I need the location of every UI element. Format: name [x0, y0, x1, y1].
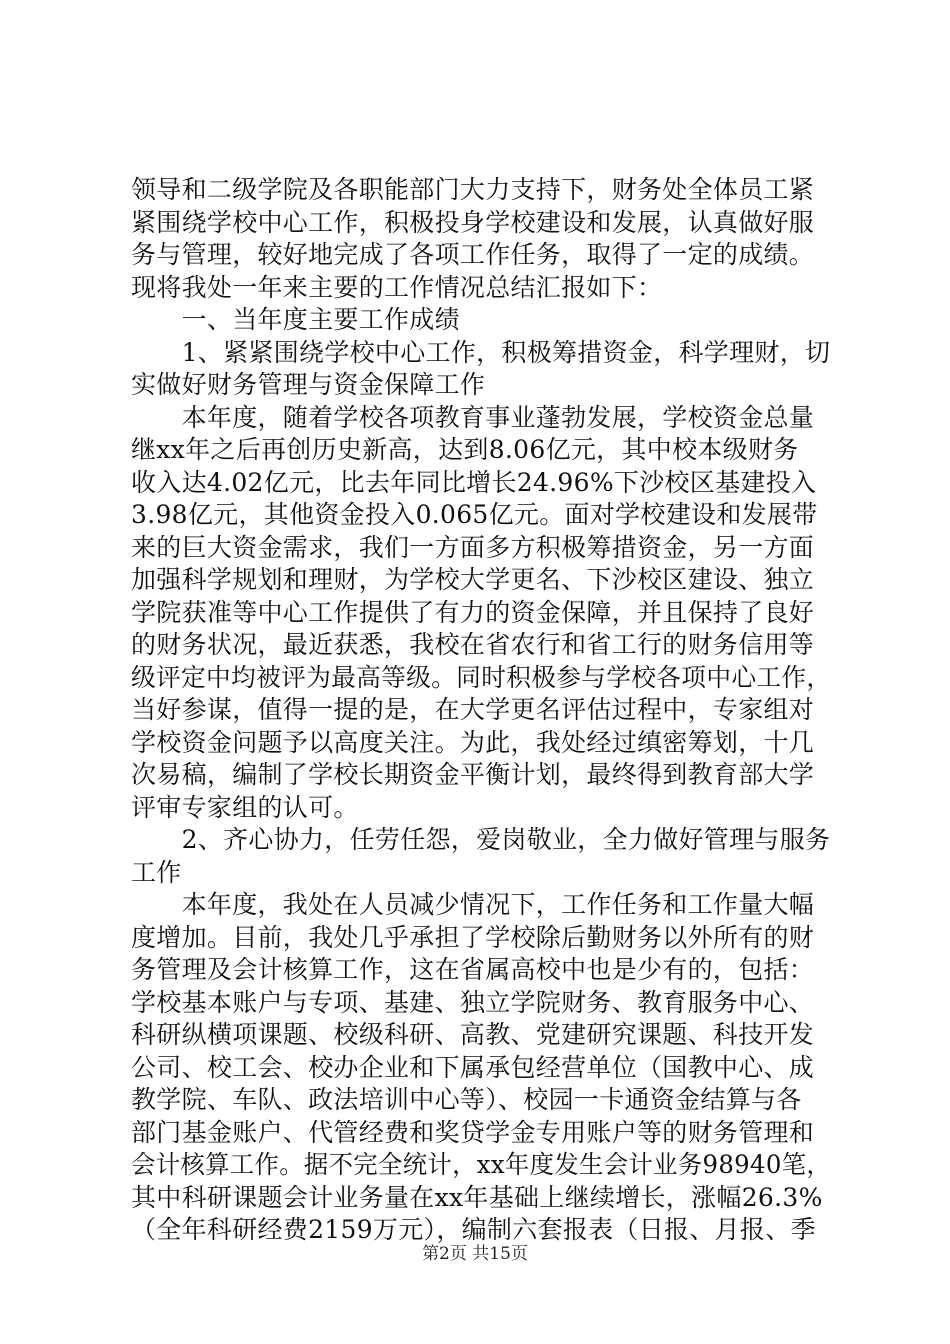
text-line: 其中科研课题会计业务量在xx年基础上继续增长，涨幅26.3% [131, 1182, 823, 1212]
text-line: 继xx年之后再创历史新高，达到8.06亿元，其中校本级财务 [131, 435, 799, 464]
text-line: 现将我处一年来主要的工作情况总结汇报如下： [131, 272, 663, 302]
document-body [131, 174, 831, 1247]
text-line: 实做好财务管理与资金保障工作 [131, 370, 486, 399]
text-line: 级评定中均被评为最高等级。同时积极参与学校各项中心工作， [131, 662, 832, 692]
text-line: 度增加。目前，我处几乎承担了学校除后勤财务以外所有的财 [131, 922, 815, 952]
text-line: 本年度，随着学校各项教育事业蓬勃发展，学校资金总量 [131, 402, 815, 432]
text-line: 科研纵横项课题、校级科研、高教、党建研究课题、科技开发 [131, 1020, 815, 1049]
text-line: 务管理及会计核算工作，这在省属高校中也是少有的，包括： [131, 955, 815, 984]
text-line: 收入达4.02亿元，比去年同比增长24.96%下沙校区基建投入 [131, 467, 817, 497]
text-line: 领导和二级学院及各职能部门大力支持下，财务处全体员工紧 [131, 175, 815, 204]
text-line: 次易稿，编制了学校长期资金平衡计划，最终得到教育部大学 [131, 760, 815, 789]
text-line: 当好参谋，值得一提的是，在大学更名评估过程中，专家组对 [131, 695, 815, 724]
text-line: 评审专家组的认可。 [131, 792, 359, 822]
text-line: 本年度，我处在人员减少情况下，工作任务和工作量大幅 [131, 890, 815, 919]
text-line: 部门基金账户、代管经费和奖贷学金专用账户等的财务管理和 [131, 1117, 815, 1147]
text-line: 紧围绕学校中心工作，积极投身学校建设和发展，认真做好服 [131, 207, 815, 237]
text-line: 务与管理，较好地完成了各项工作任务，取得了一定的成绩。 [131, 240, 815, 269]
text-line: 的财务状况，最近获悉，我校在省农行和省工行的财务信用等 [131, 630, 815, 659]
text-line: 来的巨大资金需求，我们一方面多方积极筹措资金，另一方面 [131, 532, 815, 562]
text-line: 2、齐心协力，任劳任怨，爱岗敬业，全力做好管理与服务 [131, 825, 831, 854]
text-line: （全年科研经费2159万元），编制六套报表（日报、月报、季 [131, 1215, 816, 1244]
text-line: 工作 [131, 857, 182, 887]
text-line: 学校资金问题予以高度关注。为此，我处经过缜密筹划，十几 [131, 727, 815, 757]
text-line: 加强科学规划和理财，为学校大学更名、下沙校区建设、独立 [131, 565, 815, 594]
text-line: 一、当年度主要工作成绩 [131, 305, 460, 334]
page-footer: 第2页 共15页 [422, 1244, 528, 1264]
text-line: 3.98亿元，其他资金投入0.065亿元。面对学校建设和发展带 [131, 500, 818, 529]
text-line: 会计核算工作。据不完全统计，xx年度发生会计业务98940笔， [131, 1150, 832, 1179]
text-line: 教学院、车队、政法培训中心等）、校园一卡通资金结算与各 [131, 1085, 802, 1114]
text-line: 公司、校工会、校办企业和下属承包经营单位（国教中心、成 [131, 1052, 815, 1082]
text-line: 学校基本账户与专项、基建、独立学院财务、教育服务中心、 [131, 987, 815, 1017]
text-line: 学院获准等中心工作提供了有力的资金保障，并且保持了良好 [131, 597, 815, 627]
text-line: 1、紧紧围绕学校中心工作，积极筹措资金，科学理财，切 [131, 337, 831, 367]
